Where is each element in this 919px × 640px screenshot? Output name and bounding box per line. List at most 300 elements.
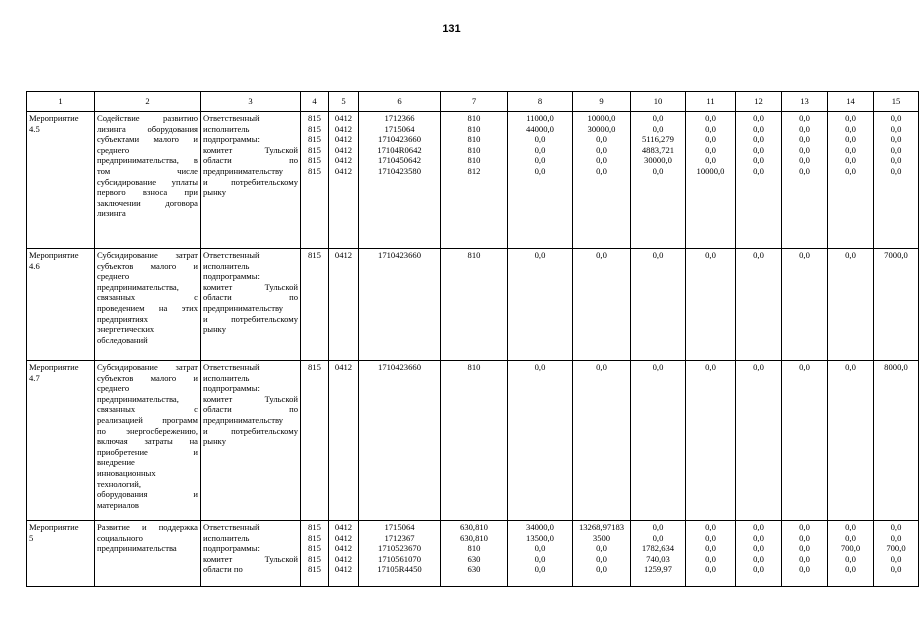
value-cell-c11 — [686, 249, 736, 361]
cell-line: 815 — [308, 144, 321, 155]
cell-line: 0412 — [334, 553, 353, 564]
measure-description-cell — [95, 361, 201, 521]
cell-line: рынку — [203, 187, 227, 198]
cell-line: 0,0 — [845, 553, 856, 564]
cell-line: проведением на этих — [97, 302, 198, 313]
cell-line: субъектов малого и — [97, 372, 198, 383]
cell-line: том числе — [97, 165, 198, 176]
cell-line: 0,0 — [596, 144, 607, 155]
column-header-13: 13 — [782, 92, 828, 112]
cell-line: 1259,97 — [644, 564, 672, 575]
cell-line: 815 — [308, 165, 321, 176]
cell-line: 0412 — [334, 144, 353, 155]
cell-line: 810 — [467, 113, 481, 123]
cell-line: субъектами малого и — [97, 134, 198, 145]
cell-line: и потребительскому — [203, 313, 298, 324]
cell-line: 0,0 — [753, 532, 764, 543]
value-cell-c5 — [329, 361, 359, 521]
cell-line: 0,0 — [652, 113, 664, 123]
cell-line: 0,0 — [652, 522, 664, 532]
cell-line: 0,0 — [890, 144, 902, 155]
table-row — [27, 112, 919, 249]
cell-line: 8000,0 — [884, 362, 908, 372]
value-cell-c5 — [329, 521, 359, 587]
value-cell-c13 — [782, 112, 828, 249]
value-cell-c11 — [686, 112, 736, 249]
cell-line: 0,0 — [799, 155, 810, 166]
value-cell-c10 — [631, 361, 686, 521]
header-row — [27, 92, 919, 112]
cell-line: 0,0 — [890, 155, 902, 166]
table-row — [27, 361, 919, 521]
cell-line: комитет Тульской — [203, 281, 298, 292]
page-number: 131 — [442, 23, 461, 35]
cell-line: предпринимательства, — [97, 281, 179, 292]
value-cell-c6 — [359, 249, 441, 361]
value-cell-c14 — [828, 361, 874, 521]
cell-line: 810 — [467, 134, 481, 145]
cell-line: 815 — [308, 250, 321, 260]
cell-line: 0,0 — [705, 134, 716, 145]
cell-line: 5116,279 — [642, 134, 674, 145]
cell-line: 0,0 — [534, 155, 546, 166]
executor-cell — [201, 361, 301, 521]
cell-line: 0,0 — [534, 362, 546, 372]
cell-line: заключении договора — [97, 197, 198, 208]
value-cell-c4 — [301, 249, 329, 361]
cell-line: 0,0 — [890, 522, 902, 532]
cell-line: области по — [203, 292, 298, 303]
cell-line: 0,0 — [534, 543, 546, 554]
cell-line: 0,0 — [799, 134, 810, 145]
cell-line: 0,0 — [753, 134, 764, 145]
value-cell-c12 — [736, 249, 782, 361]
value-cell-c8 — [508, 112, 573, 249]
value-cell-c15 — [874, 361, 919, 521]
value-cell-c5 — [329, 249, 359, 361]
cell-line: 815 — [308, 522, 321, 532]
cell-line: 17104R0642 — [377, 144, 422, 155]
cell-line: 0,0 — [890, 553, 902, 564]
cell-line: 1710423660 — [378, 250, 421, 260]
cell-line: 0,0 — [753, 543, 764, 554]
cell-line: 0,0 — [705, 123, 716, 134]
cell-line: 0,0 — [845, 134, 856, 145]
cell-line: 0,0 — [845, 144, 856, 155]
cell-line: связанных с — [97, 404, 198, 415]
cell-line: 0,0 — [596, 543, 607, 554]
cell-line: 34000,0 — [526, 522, 554, 532]
column-header-7: 7 — [441, 92, 508, 112]
cell-line: 0,0 — [652, 532, 664, 543]
cell-line: Ответственный — [203, 362, 260, 372]
column-header-9: 9 — [573, 92, 631, 112]
cell-line: Развитие и поддержка — [97, 522, 198, 532]
cell-line: Субсидирование затрат — [97, 250, 198, 260]
cell-line: 0,0 — [845, 113, 856, 123]
measure-description-cell — [95, 112, 201, 249]
cell-line: 0,0 — [753, 113, 764, 123]
cell-line: комитет Тульской — [203, 144, 298, 155]
cell-line: 4883,721 — [641, 144, 675, 155]
cell-line: 0,0 — [890, 134, 902, 145]
cell-line: 10000,0 — [587, 113, 616, 123]
measure-description-cell — [95, 249, 201, 361]
cell-line: 0,0 — [799, 113, 810, 123]
cell-line: Ответственный — [203, 250, 260, 260]
value-cell-c15 — [874, 112, 919, 249]
cell-line: 630 — [467, 564, 481, 575]
executor-cell — [201, 249, 301, 361]
cell-line: предпринимательства, в — [97, 155, 198, 166]
cell-line: Мероприятие — [29, 250, 79, 260]
cell-line: 0,0 — [596, 362, 607, 372]
cell-line: 1715064 — [384, 522, 415, 532]
cell-line: 0,0 — [845, 564, 856, 575]
cell-line: области по — [203, 404, 298, 415]
cell-line: среднего — [97, 271, 130, 282]
value-cell-c13 — [782, 361, 828, 521]
value-cell-c15 — [874, 521, 919, 587]
measure-name-cell — [27, 361, 95, 521]
cell-line: 4.7 — [29, 372, 40, 383]
cell-line: Содействие развитию — [97, 113, 198, 123]
cell-line: 0,0 — [845, 155, 856, 166]
cell-line: 815 — [308, 113, 321, 123]
cell-line: 0,0 — [705, 553, 716, 564]
cell-line: предпринимательству — [203, 165, 284, 176]
cell-line: предпринимательства — [97, 543, 177, 554]
value-cell-c5 — [329, 112, 359, 249]
cell-line: 0,0 — [705, 532, 716, 543]
cell-line: 0,0 — [596, 250, 607, 260]
cell-line: внедрение — [97, 457, 135, 468]
cell-line: исполнитель — [203, 123, 250, 134]
value-cell-c14 — [828, 249, 874, 361]
cell-line: предпринимательству — [203, 414, 284, 425]
cell-line: 630,810 — [460, 522, 488, 532]
cell-line: подпрограммы: — [203, 383, 260, 394]
cell-line: Мероприятие — [29, 522, 79, 532]
cell-line: 1710423660 — [378, 134, 421, 145]
value-cell-c9 — [573, 361, 631, 521]
value-cell-c7 — [441, 521, 508, 587]
cell-line: 13268,97183 — [578, 522, 625, 532]
cell-line: 0,0 — [705, 543, 716, 554]
cell-line: первого взноса при — [97, 187, 198, 198]
cell-line: 630,810 — [460, 532, 488, 543]
cell-line: 0,0 — [705, 250, 716, 260]
cell-line: Ответственный — [203, 113, 260, 123]
cell-line: 1710423660 — [378, 362, 421, 372]
cell-line: 815 — [308, 362, 321, 372]
cell-line: 0,0 — [799, 532, 810, 543]
cell-line: области по — [203, 564, 243, 575]
cell-line: субсидирование уплаты — [97, 176, 198, 187]
cell-line: 0,0 — [596, 155, 607, 166]
cell-line: 810 — [467, 123, 481, 134]
value-cell-c10 — [631, 521, 686, 587]
cell-line: 0,0 — [753, 144, 764, 155]
cell-line: 0,0 — [596, 134, 607, 145]
table-row — [27, 249, 919, 361]
cell-line: 0,0 — [799, 564, 810, 575]
cell-line: 0,0 — [753, 564, 764, 575]
value-cell-c8 — [508, 521, 573, 587]
cell-line: и потребительскому — [203, 425, 298, 436]
cell-line: 0,0 — [705, 522, 716, 532]
table-row — [27, 521, 919, 587]
cell-line: социального — [97, 532, 143, 543]
executor-cell — [201, 112, 301, 249]
value-cell-c13 — [782, 249, 828, 361]
column-header-6: 6 — [359, 92, 441, 112]
cell-line: 0,0 — [845, 532, 856, 543]
cell-line: 0412 — [334, 113, 353, 123]
cell-line: 0,0 — [534, 250, 546, 260]
cell-line: 0,0 — [753, 250, 764, 260]
cell-line: 0,0 — [705, 155, 716, 166]
cell-line: 0,0 — [705, 113, 716, 123]
value-cell-c14 — [828, 112, 874, 249]
cell-line: инновационных — [97, 467, 156, 478]
cell-line: 7000,0 — [884, 250, 908, 260]
executor-cell — [201, 521, 301, 587]
value-cell-c12 — [736, 521, 782, 587]
column-header-4: 4 — [301, 92, 329, 112]
column-header-15: 15 — [874, 92, 919, 112]
cell-line: лизинга — [97, 208, 126, 219]
cell-line: 0,0 — [845, 250, 856, 260]
cell-line: 815 — [308, 553, 321, 564]
value-cell-c8 — [508, 249, 573, 361]
cell-line: технологий, — [97, 478, 141, 489]
cell-line: 1710523670 — [378, 543, 421, 554]
measure-description-cell — [95, 521, 201, 587]
cell-line: 1715064 — [384, 123, 415, 134]
cell-line: 30000,0 — [587, 123, 616, 134]
value-cell-c6 — [359, 521, 441, 587]
cell-line: 0412 — [334, 362, 353, 372]
cell-line: 812 — [467, 165, 481, 176]
measure-name-cell — [27, 521, 95, 587]
cell-line: 1782,634 — [641, 543, 675, 554]
column-header-2: 2 — [95, 92, 201, 112]
value-cell-c10 — [631, 249, 686, 361]
cell-line: 0,0 — [753, 123, 764, 134]
cell-line: 1710423580 — [378, 165, 421, 176]
value-cell-c9 — [573, 112, 631, 249]
cell-line: субъектов малого и — [97, 260, 198, 271]
cell-line: 1710561070 — [378, 553, 421, 564]
cell-line: 815 — [308, 543, 321, 554]
cell-line: предприятиях — [97, 313, 149, 324]
value-cell-c12 — [736, 112, 782, 249]
cell-line: исполнитель — [203, 260, 250, 271]
cell-line: 0,0 — [890, 532, 902, 543]
value-cell-c4 — [301, 112, 329, 249]
cell-line: энергетических — [97, 324, 155, 335]
column-header-11: 11 — [686, 92, 736, 112]
cell-line: 0,0 — [753, 362, 764, 372]
cell-line: оборудования и — [97, 489, 198, 500]
cell-line: подпрограммы: — [203, 134, 260, 145]
cell-line: 0,0 — [890, 123, 902, 134]
value-cell-c7 — [441, 361, 508, 521]
cell-line: 0,0 — [652, 362, 664, 372]
cell-line: 0,0 — [705, 564, 716, 575]
cell-line: 11000,0 — [526, 113, 554, 123]
cell-line: 0,0 — [534, 553, 546, 564]
cell-line: комитет Тульской — [203, 553, 298, 564]
cell-line: связанных с — [97, 292, 198, 303]
column-header-3: 3 — [201, 92, 301, 112]
cell-line: 0,0 — [596, 564, 607, 575]
cell-line: 0,0 — [753, 165, 764, 176]
cell-line: 740,03 — [646, 553, 670, 564]
value-cell-c9 — [573, 249, 631, 361]
cell-line: Мероприятие — [29, 362, 79, 372]
cell-line: 0412 — [334, 165, 353, 176]
cell-line: 0,0 — [890, 564, 902, 575]
cell-line: 1712366 — [384, 113, 415, 123]
column-header-5: 5 — [329, 92, 359, 112]
cell-line: 0,0 — [596, 165, 607, 176]
cell-line: 0,0 — [534, 165, 546, 176]
cell-line: по энергосбережению, — [97, 425, 198, 436]
value-cell-c6 — [359, 112, 441, 249]
cell-line: реализацией программ — [97, 414, 198, 425]
cell-line: 810 — [467, 543, 481, 554]
cell-line: 1710450642 — [378, 155, 421, 166]
value-cell-c10 — [631, 112, 686, 249]
column-header-8: 8 — [508, 92, 573, 112]
column-header-1: 1 — [27, 92, 95, 112]
cell-line: 0,0 — [753, 522, 764, 532]
cell-line: 4.6 — [29, 260, 40, 271]
value-cell-c14 — [828, 521, 874, 587]
cell-line: 815 — [308, 123, 321, 134]
cell-line: среднего — [97, 383, 130, 394]
cell-line: 0,0 — [753, 553, 764, 564]
cell-line: 0,0 — [845, 362, 856, 372]
cell-line: 1712367 — [384, 532, 415, 543]
cell-line: 810 — [467, 144, 481, 155]
cell-line: 815 — [308, 564, 321, 575]
value-cell-c15 — [874, 249, 919, 361]
cell-line: 810 — [467, 155, 481, 166]
cell-line: рынку — [203, 324, 227, 335]
value-cell-c4 — [301, 521, 329, 587]
cell-line: области по — [203, 155, 298, 166]
cell-line: 4.5 — [29, 123, 40, 134]
cell-line: 810 — [467, 362, 481, 372]
cell-line: 0,0 — [652, 250, 664, 260]
cell-line: включая затраты на — [97, 436, 198, 447]
cell-line: 700,0 — [886, 543, 906, 554]
cell-line: 0,0 — [596, 553, 607, 564]
cell-line: 0,0 — [845, 522, 856, 532]
measure-name-cell — [27, 249, 95, 361]
value-cell-c8 — [508, 361, 573, 521]
cell-line: 0,0 — [753, 155, 764, 166]
cell-line: 630 — [467, 553, 481, 564]
cell-line: Ответственный — [203, 522, 260, 532]
value-cell-c4 — [301, 361, 329, 521]
cell-line: 0,0 — [799, 362, 810, 372]
cell-line: материалов — [97, 499, 139, 510]
value-cell-c6 — [359, 361, 441, 521]
measure-name-cell — [27, 112, 95, 249]
cell-line: 0,0 — [890, 165, 902, 176]
cell-line: 815 — [308, 155, 321, 166]
cell-line: 44000,0 — [526, 123, 554, 134]
cell-line: 0,0 — [652, 165, 664, 176]
cell-line: предпринимательства, — [97, 393, 179, 404]
cell-line: исполнитель — [203, 372, 250, 383]
cell-line: 0,0 — [652, 123, 664, 134]
value-cell-c13 — [782, 521, 828, 587]
cell-line: 0,0 — [799, 543, 810, 554]
cell-line: рынку — [203, 436, 227, 447]
cell-line: Субсидирование затрат — [97, 362, 198, 372]
cell-line: исполнитель — [203, 532, 250, 543]
cell-line: 0,0 — [534, 564, 546, 575]
cell-line: 0412 — [334, 123, 353, 134]
cell-line: подпрограммы: — [203, 271, 260, 282]
cell-line: 0412 — [334, 250, 353, 260]
value-cell-c11 — [686, 361, 736, 521]
cell-line: 0,0 — [799, 250, 810, 260]
cell-line: 0412 — [334, 532, 353, 543]
cell-line: 0,0 — [799, 123, 810, 134]
cell-line: 0,0 — [845, 123, 856, 134]
cell-line: 10000,0 — [696, 165, 725, 176]
column-header-14: 14 — [828, 92, 874, 112]
cell-line: и потребительскому — [203, 176, 298, 187]
value-cell-c7 — [441, 112, 508, 249]
cell-line: 30000,0 — [644, 155, 672, 166]
cell-line: 17105R4450 — [377, 564, 422, 575]
cell-line: 0,0 — [799, 522, 810, 532]
cell-line: лизинга оборудования — [97, 123, 198, 134]
cell-line: 810 — [467, 250, 481, 260]
cell-line: приобретение и — [97, 446, 198, 457]
cell-line: 0412 — [334, 155, 353, 166]
cell-line: 0,0 — [890, 113, 902, 123]
cell-line: 0,0 — [534, 134, 546, 145]
cell-line: 3500 — [592, 532, 611, 543]
cell-line: 0,0 — [799, 144, 810, 155]
cell-line: 0,0 — [534, 144, 546, 155]
cell-line: 0412 — [334, 564, 353, 575]
cell-line: среднего — [97, 144, 130, 155]
cell-line: 5 — [29, 532, 34, 543]
budget-table — [26, 91, 919, 587]
cell-line: 0412 — [334, 134, 353, 145]
cell-line: подпрограммы: — [203, 543, 260, 554]
cell-line: 0,0 — [845, 165, 856, 176]
cell-line: 0412 — [334, 522, 353, 532]
cell-line: 0412 — [334, 543, 353, 554]
cell-line: 0,0 — [799, 165, 810, 176]
cell-line: 0,0 — [705, 362, 716, 372]
cell-line: 815 — [308, 134, 321, 145]
cell-line: комитет Тульской — [203, 393, 298, 404]
cell-line: 815 — [308, 532, 321, 543]
column-header-10: 10 — [631, 92, 686, 112]
cell-line: Мероприятие — [29, 113, 79, 123]
